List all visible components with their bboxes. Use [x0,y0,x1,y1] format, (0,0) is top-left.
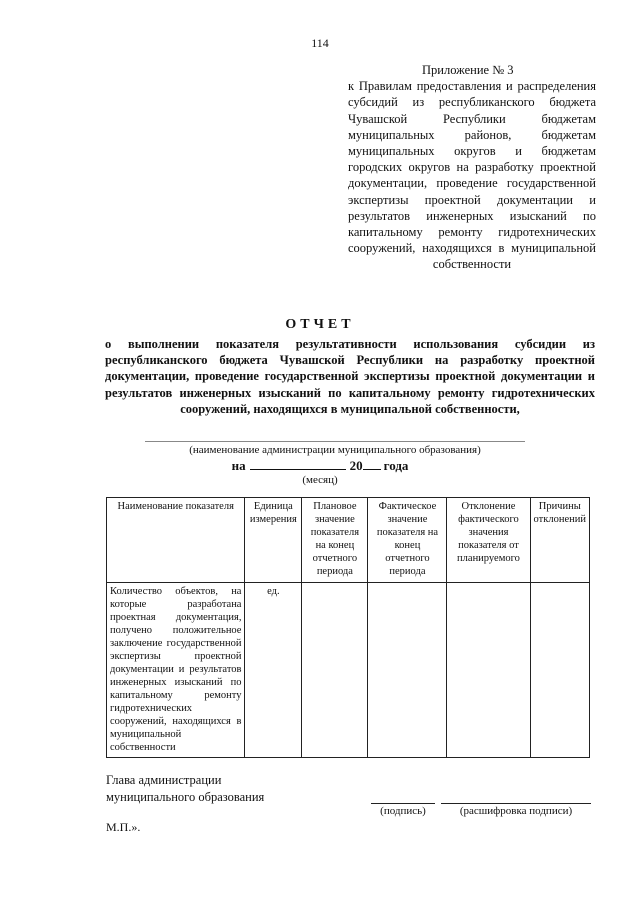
month-caption: (месяц) [302,474,338,486]
period-suffix: года [383,458,409,473]
header-deviation: Отклонение фактического значения показателя от планируемого [447,498,530,583]
cell-deviation [447,583,530,758]
head-title-line2: муниципального образования [106,790,265,804]
cell-planned [302,583,368,758]
signature-decode-caption: (расшифровка подписи) [459,805,573,817]
cell-indicator: Количество объектов, на которые разработана проектная документация, получено положительное заключение государственной экспертизы проектной документации и результатов инженерных изысканий по капитальному ремонту гидротехнических сооружений, находящихся в муниципальной собственности [107,583,245,758]
signature-caption: (подпись) [380,805,426,817]
signature-decode-line [441,803,591,804]
month-blank [250,457,346,470]
table-row [107,583,590,758]
period-year-prefix: 20 [349,458,363,473]
cell-reasons [530,583,590,758]
year-blank [363,457,381,470]
report-table [106,497,590,758]
header-reasons: Причины отклонений [530,498,590,583]
admin-caption: (наименование администрации муниципального образования) [189,444,481,456]
signature-line [371,803,435,804]
head-title [106,772,264,806]
report-title: ОТЧЕТ [285,317,355,332]
cell-unit: ед. [245,583,302,758]
cell-actual [368,583,447,758]
header-indicator: Наименование показателя [107,498,245,583]
period-row [0,457,640,474]
header-planned: Плановое значение показателя на конец отчетного периода [302,498,368,583]
admin-name-line [145,441,525,442]
head-title-line1: Глава администрации [106,773,222,787]
header-unit: Единица измерения [245,498,302,583]
period-prefix: на [231,458,246,473]
table-header-row [107,498,590,583]
header-actual: Фактическое значение показателя на конец отчетного периода [368,498,447,583]
report-subtitle: о выполнении показателя результативности использования субсидии из республиканского бюджета Чувашской Республики на разработку проектной документации, проведение государственной экспертизы проектной документации и результатов инженерных изысканий по капитальному ремонту гидротехнических сооружений, находящихся в муниципальной собственности, [105,337,595,416]
page-number: 114 [311,36,329,50]
appendix-block [348,62,596,273]
appendix-text: к Правилам предоставления и распределения субсидий из республиканского бюджета Чувашской Республики бюджетам муниципальных районов, бюджетам муниципальных округов и бюджетам городских округов на разработку проектной документации, проведение государственной экспертизы проектной документации и результатов инженерных изысканий по капитальному ремонту гидротехнических сооружений, находящихся в муниципальной собственности [348,79,596,272]
stamp-place: М.П.». [106,820,141,834]
appendix-title: Приложение № 3 [422,63,514,77]
